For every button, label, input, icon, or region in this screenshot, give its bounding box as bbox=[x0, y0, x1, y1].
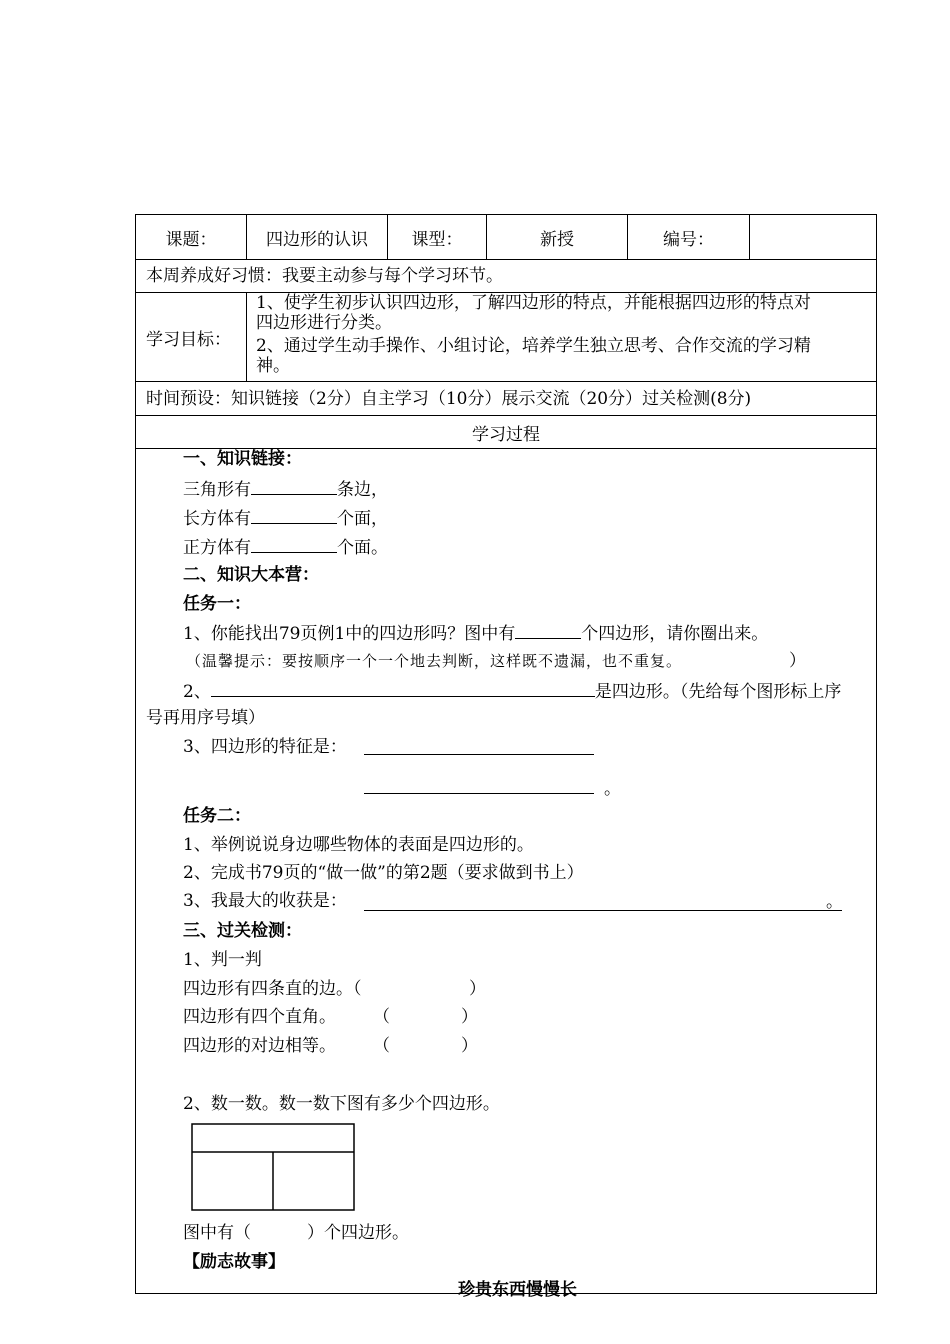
q2-num: 2、 bbox=[183, 682, 211, 702]
type-value: 新授 bbox=[487, 215, 628, 259]
goal-line-1: 1、使学生初步认识四边形，了解四边形的特点，并能根据四边形的特点对 bbox=[256, 293, 811, 313]
process-body bbox=[136, 449, 876, 1300]
q1-text: 1、你能找出79页例1中的四边形吗？图中有 bbox=[183, 624, 516, 644]
story-title: 珍贵东西慢慢长 bbox=[458, 1280, 577, 1300]
time-row bbox=[136, 382, 876, 416]
number-label: 编号： bbox=[628, 215, 750, 259]
task2-q1: 1、举例说说身边哪些物体的表面是四边形的。 bbox=[183, 835, 534, 855]
blank-q2[interactable] bbox=[211, 680, 595, 697]
time-text: 时间预设：知识链接（2分）自主学习（10分）展示交流（20分）过关检测(8分) bbox=[146, 389, 752, 409]
type-label: 课型： bbox=[388, 215, 487, 259]
goal-line-2: 四边形进行分类。 bbox=[256, 313, 392, 333]
count-answer-b: ）个四边形。 bbox=[307, 1223, 409, 1243]
section3-title: 三、过关检测： bbox=[183, 921, 302, 941]
number-value bbox=[750, 215, 877, 259]
topic-value: 四边形的认识 bbox=[247, 215, 388, 259]
process-title: 学习过程 bbox=[136, 416, 876, 449]
s1-l3-label: 正方体有 bbox=[183, 538, 251, 558]
count-question: 2、数一数。数一数下图有多少个四边形。 bbox=[183, 1094, 500, 1114]
hint-text: （温馨提示：要按顺序一个一个地去判断，这样既不遗漏，也不重复。 bbox=[186, 652, 683, 670]
lesson-plan-table bbox=[135, 214, 877, 1300]
task1-q2 bbox=[183, 680, 841, 702]
goals-row bbox=[136, 293, 876, 382]
s1-l3-end: 个面。 bbox=[337, 538, 388, 558]
judge-3-open: （ bbox=[373, 1036, 390, 1056]
judge-2-open: （ bbox=[373, 1007, 390, 1027]
s1-l2-label: 长方体有 bbox=[183, 509, 251, 529]
s1-l1-end: 条边， bbox=[337, 480, 388, 500]
judge-1-close[interactable]: ） bbox=[469, 979, 486, 999]
story-label: 【励志故事】 bbox=[183, 1252, 285, 1272]
task1-title: 任务一： bbox=[183, 594, 251, 614]
task1-q2-cont: 号再用序号填） bbox=[146, 708, 265, 728]
s1-line2 bbox=[183, 507, 388, 529]
s1-line3 bbox=[183, 536, 388, 558]
count-answer-a: 图中有（ bbox=[183, 1223, 251, 1243]
blank-1[interactable] bbox=[251, 478, 337, 495]
goals-label: 学习目标： bbox=[136, 293, 247, 381]
task2-q3: 3、我最大的收获是： bbox=[183, 891, 347, 911]
goal-line-4: 神。 bbox=[256, 356, 290, 376]
blank-q3b[interactable] bbox=[364, 777, 594, 794]
q1-end: 个四边形，请你圈出来。 bbox=[581, 624, 769, 644]
s1-l1-label: 三角形有 bbox=[183, 480, 251, 500]
blank-3[interactable] bbox=[251, 536, 337, 553]
judge-3-close[interactable]: ） bbox=[461, 1036, 478, 1056]
habit-row bbox=[136, 260, 876, 293]
hint-end: ） bbox=[789, 651, 806, 671]
harvest-end: 。 bbox=[826, 892, 843, 912]
habit-text: 本周养成好习惯：我要主动参与每个学习环节。 bbox=[146, 266, 503, 286]
judge-3: 四边形的对边相等。 bbox=[183, 1036, 336, 1056]
task2-title: 任务二： bbox=[183, 806, 251, 826]
task1-q3: 3、四边形的特征是： bbox=[183, 737, 347, 757]
judge-1: 四边形有四条直的边。（ bbox=[183, 979, 362, 999]
section2-title: 二、知识大本营： bbox=[183, 565, 319, 585]
s1-l2-end: 个面， bbox=[337, 509, 388, 529]
task1-q1 bbox=[183, 622, 768, 644]
rectangle-figure bbox=[191, 1123, 357, 1213]
q2-text: 是四边形。（先给每个图形标上序 bbox=[594, 682, 842, 702]
topic-label: 课题： bbox=[136, 215, 247, 259]
section1-title: 一、知识链接： bbox=[183, 449, 302, 469]
blank-q3a[interactable] bbox=[364, 738, 594, 755]
header-row bbox=[136, 215, 876, 260]
judge-2-close[interactable]: ） bbox=[461, 1007, 478, 1027]
blank-q1[interactable] bbox=[515, 622, 581, 639]
s1-line1 bbox=[183, 478, 388, 500]
judge-2: 四边形有四个直角。 bbox=[183, 1007, 336, 1027]
judge-title: 1、判一判 bbox=[183, 950, 262, 970]
task2-q2: 2、完成书79页的“做一做”的第2题（要求做到书上） bbox=[183, 863, 584, 883]
blank-harvest[interactable] bbox=[364, 894, 842, 911]
q3-end: 。 bbox=[604, 779, 621, 799]
blank-2[interactable] bbox=[251, 507, 337, 524]
goal-line-3: 2、通过学生动手操作、小组讨论，培养学生独立思考、合作交流的学习精 bbox=[256, 336, 811, 356]
